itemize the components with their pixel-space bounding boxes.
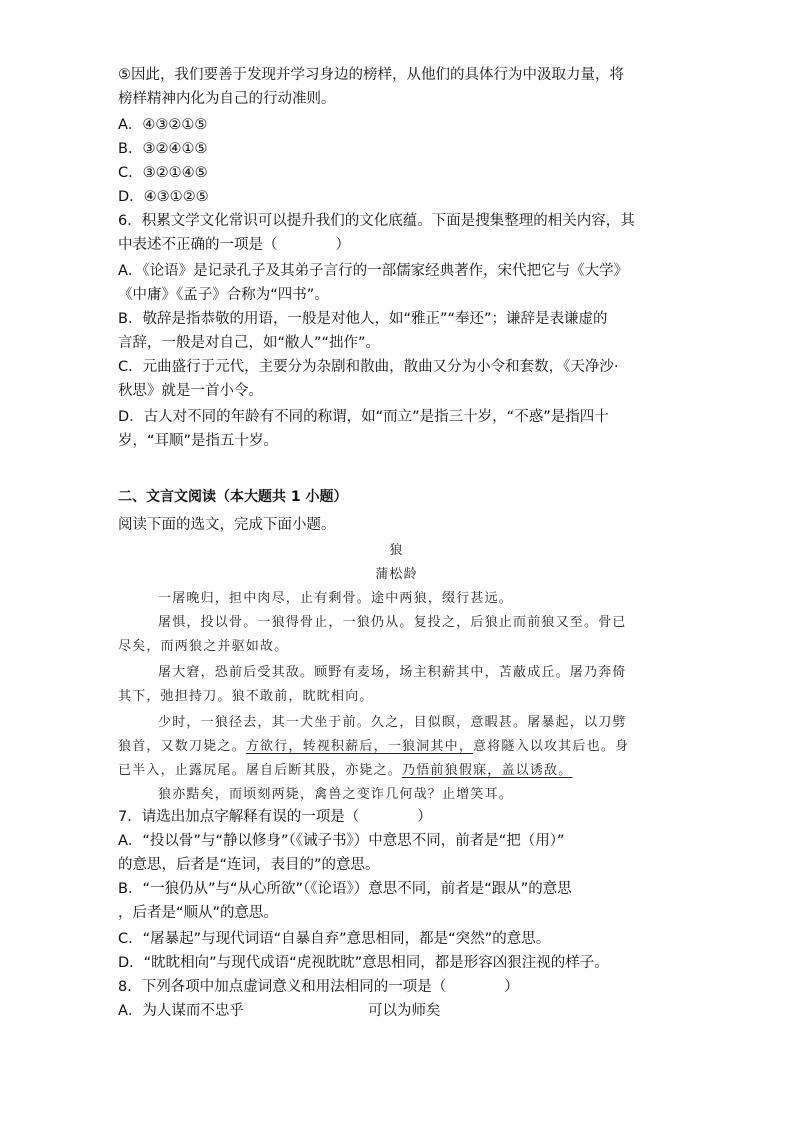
q6-option-a-line1: A．《论语》是记录孔子及其弟子言行的一部儒家经典著作，宋代把它与《大学》 (118, 263, 629, 279)
q6-stem-line2: 中表述不正确的一项是（ ） (118, 237, 350, 253)
passage-p5: 狼亦黠矣，而顷刻两毙，禽兽之变诈几何哉？止增笑耳。 (158, 787, 514, 802)
q8-option-a-left: A．为人谋而不忠乎 (118, 1003, 244, 1019)
q6-stem-line1: 6．积累文学文化常识可以提升我们的文化底蕴。下面是搜集整理的相关内容，其 (118, 213, 635, 229)
q5-option-d: D．④③①②⑤ (118, 189, 209, 205)
q5-option-c: C．③②①④⑤ (118, 165, 208, 181)
section-instruction: 阅读下面的选文，完成下面小题。 (118, 517, 336, 533)
passage-p4-line1: 少时，一狼径去，其一犬坐于前。久之，目似瞑，意暇甚。屠暴起，以刀劈 (158, 715, 627, 730)
passage-p4-line2-a: 狼首，又数刀毙之。 (118, 739, 246, 754)
q6-option-a-line2: 《中庸》《孟子》合称为“四书”。 (118, 287, 329, 303)
passage-p4-line2 (118, 736, 629, 758)
passage-author: 蒲松龄 (375, 567, 418, 582)
passage-p2-line1: 屠惧，投以骨。一狼得骨止，一狼仍从。复投之，后狼止而前狼又至。骨已 (158, 615, 627, 630)
q7-stem: 7．请选出加点字解释有误的一项是（ ） (118, 809, 432, 825)
q8-stem: 8．下列各项中加点虚词意义和用法相同的一项是（ ） (118, 979, 519, 995)
q5-option-a: A．④③②①⑤ (118, 117, 208, 133)
q6-option-c-line1: C．元曲盛行于元代，主要分为杂剧和散曲，散曲又分为小令和套数，《天净沙· (118, 359, 619, 375)
q7-option-c: C．“屠暴起”与现代词语“自暴自弃”意思相同，都是“突然”的意思。 (118, 931, 551, 947)
q7-option-b-line2: ，后者是“顺从”的意思。 (118, 905, 279, 921)
q5-item5-line2: 榜样精神内化为自己的行动准则。 (118, 91, 336, 107)
passage-p4-line3-a: 已半入，止露尻尾。屠自后断其股，亦毙之。 (118, 763, 403, 778)
passage-p1: 一屠晚归，担中肉尽，止有剩骨。途中两狼，缀行甚远。 (158, 591, 514, 606)
passage-p4-line3 (118, 760, 572, 782)
q6-option-d-line2: 岁，“耳顺”是指五十岁。 (118, 433, 279, 449)
q5-option-b: B．③②④①⑤ (118, 141, 208, 157)
q8-option-a-right: 可以为师矣 (368, 1003, 441, 1019)
q7-option-a-line2: 的意思，后者是“连词，表目的”的意思。 (118, 857, 380, 873)
q6-option-d-line1: D．古人对不同的年龄有不同的称谓，如“而立”是指三十岁，“不惑”是指四十 (118, 409, 609, 425)
passage-p3-line2: 其下，弛担持刀。狼不敢前，眈眈相向。 (118, 689, 374, 704)
q7-option-a-line1: A．“投以骨”与“静以修身”（《诫子书》）中意思不同，前者是“把（用）” (118, 833, 565, 849)
underlined-sentence-1: 方欲行，转视积薪后，一狼洞其中， (245, 739, 474, 754)
passage-p3-line1: 屠大窘，恐前后受其敌。顾野有麦场，场主积薪其中，苫蔽成丘。屠乃奔倚 (158, 665, 627, 680)
underlined-sentence-2: 乃悟前狼假寐，盖以诱敌。 (402, 763, 573, 778)
passage-title: 狼 (389, 543, 404, 558)
q5-item5-line1: ⑤因此，我们要善于发现并学习身边的榜样，从他们的具体行为中汲取力量，将 (118, 67, 624, 83)
q7-option-b-line1: B．“一狼仍从”与“从心所欲”（《论语》）意思不同，前者是“跟从”的意思 (118, 881, 572, 897)
passage-p4-line2-c: 意将隧入以攻其后也。身 (473, 739, 630, 754)
q7-option-d: D．“眈眈相向”与现代成语“虎视眈眈”意思相同，都是形容凶狠注视的样子。 (118, 955, 609, 971)
q6-option-b-line1: B．敬辞是指恭敬的用语，一般是对他人，如“雅正”“奉还”；谦辞是表谦虚的 (118, 311, 608, 327)
q6-option-c-line2: 秋思》就是一首小令。 (118, 383, 263, 399)
passage-p2-line2: 尽矣，而两狼之并驱如故。 (118, 639, 289, 654)
section-heading: 二、文言文阅读（本大题共 1 小题） (118, 489, 348, 505)
q6-option-b-line2: 言辞，一般是对自己，如“敝人”“拙作”。 (118, 335, 381, 351)
